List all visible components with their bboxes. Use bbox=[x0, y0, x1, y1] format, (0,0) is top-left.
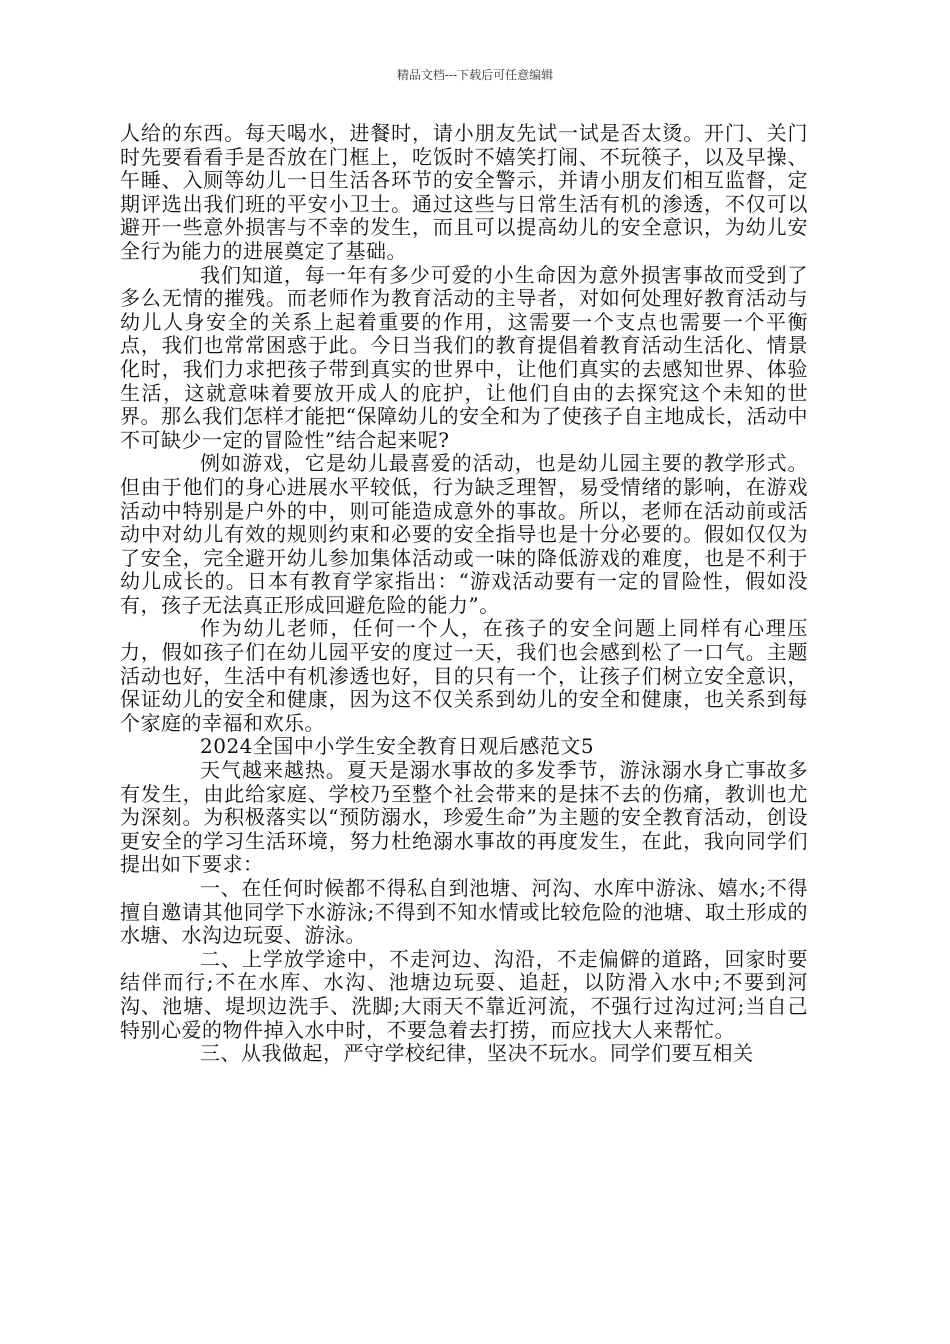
paragraph: 天气越来越热。夏天是溺水事故的多发季节，游泳溺水身亡事故多有发生，由此给家庭、学校乃至整个社会带来的是抹不去的伤痛，教训也尤为深刻。为积极落实以“预防溺水，珍爱生命”为主题的安全教育活动，创设更安全的学习生活环境，努力杜绝溺水事故的再度发生，在此，我向同学们提出如下要求： bbox=[120, 758, 808, 877]
paragraph-continuation: 人给的东西。每天喝水，进餐时，请小朋友先试一试是否太烫。开门、关门时先要看看手是否放在门框上，吃饭时不嬉笑打闹、不玩筷子，以及早操、午睡、入厕等幼儿一日生活各环节的安全警示，并请小朋友们相互监督，定期评选出我们班的平安小卫士。通过这些与日常生活有机的渗透，不仅可以避开一些意外损害与不幸的发生，而且可以提高幼儿的安全意识，为幼儿安全行为能力的进展奠定了基础。 bbox=[120, 121, 808, 263]
document-body bbox=[120, 122, 808, 1066]
paragraph: 一、在任何时候都不得私自到池塘、河沟、水库中游泳、嬉水;不得擅自邀请其他同学下水游泳;不得到不知水情或比较危险的池塘、取土形成的水塘、水沟边玩耍、游泳。 bbox=[120, 876, 808, 948]
page-header: 精品文档---下载后可任意编辑 bbox=[396, 68, 554, 82]
paragraph: 二、上学放学途中，不走河边、沟沿，不走偏僻的道路，回家时要结伴而行;不在水库、水沟、池塘边玩耍、追赶，以防滑入水中;不要到河沟、池塘、堤坝边洗手、洗脚;大雨天不靠近河流，不强行过沟过河;当自己特别心爱的物件掉入水中时，不要急着去打捞，而应找大人来帮忙。 bbox=[120, 946, 808, 1042]
paragraph: 作为幼儿老师，任何一个人，在孩子的安全问题上同样有心理压力，假如孩子们在幼儿园平安的度过一天，我们也会感到松了一口气。主题活动也好，生活中有机渗透也好，目的只有一个，让孩子们树立安全意识，保证幼儿的安全和健康，因为这不仅关系到幼儿的安全和健康，也关系到每个家庭的幸福和欢乐。 bbox=[120, 616, 808, 735]
section-heading: 2024全国中小学生安全教育日观后感范文5 bbox=[200, 734, 595, 759]
paragraph: 三、从我做起，严守学校纪律，坚决不玩水。同学们要互相关 bbox=[200, 1041, 754, 1066]
paragraph: 我们知道，每一年有多少可爱的小生命因为意外损害事故而受到了多么无情的摧残。而老师作为教育活动的主导者，对如何处理好教育活动与幼儿人身安全的关系上起着重要的作用，这需要一个支点也需要一个平衡点，我们也常常困惑于此。今日当我们的教育提倡着教育活动生活化、情景化时，我们力求把孩子带到真实的世界中，让他们真实的去感知世界、体验生活，这就意味着要放开成人的庇护，让他们自由的去探究这个未知的世界。那么我们怎样才能把“保障幼儿的安全和为了使孩子自主地成长，活动中不可缺少一定的冒险性”结合起来呢? bbox=[120, 262, 808, 452]
paragraph: 例如游戏，它是幼儿最喜爱的活动，也是幼儿园主要的教学形式。但由于他们的身心进展水平较低，行为缺乏理智，易受情绪的影响，在游戏活动中特别是户外的中，则可能造成意外的事故。所以，老师在活动前或活动中对幼儿有效的规则约束和必要的安全指导也是十分必要的。假如仅仅为了安全，完全避开幼儿参加集体活动或一味的降低游戏的难度，也是不利于幼儿成长的。日本有教育学家指出：“游戏活动要有一定的冒险性，假如没有，孩子无法真正形成回避危险的能力”。 bbox=[120, 451, 808, 617]
